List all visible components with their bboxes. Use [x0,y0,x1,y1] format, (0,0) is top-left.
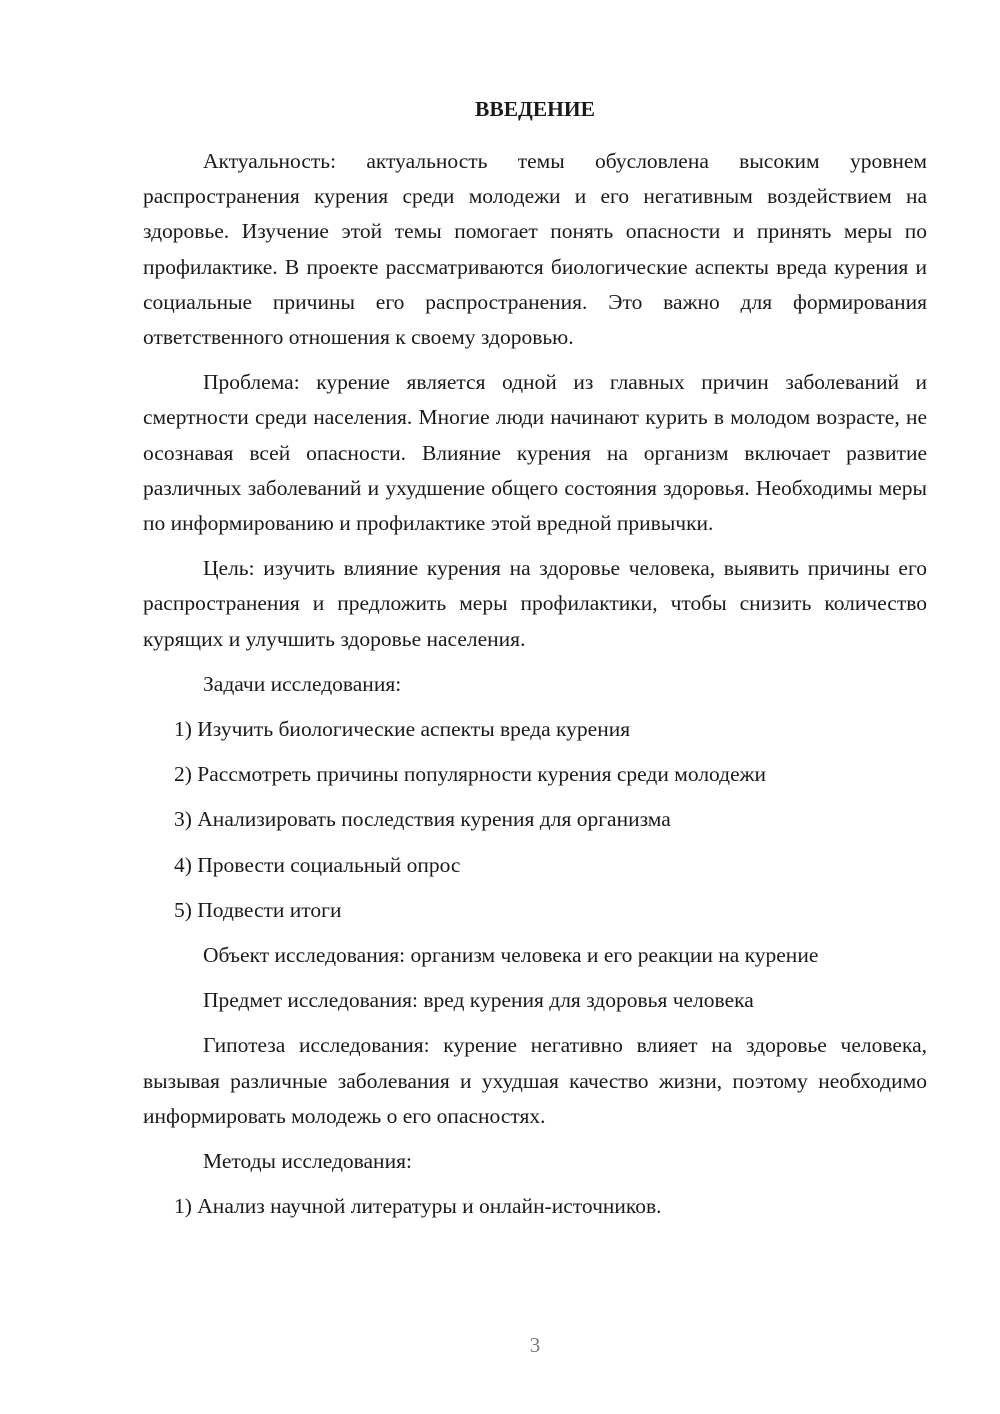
problem-paragraph: Проблема: курение является одной из главных причин заболеваний и смертности среди населения. Многие люди начинают курить в молодом возрасте, не осознавая всей опасности. Влияние курения на организм включает развитие различных заболеваний и ухудшение общего состояния здоровья. Необходимы меры по информированию и профилактике этой вредной привычки. [143,370,927,536]
goal-paragraph: Цель: изучить влияние курения на здоровье человека, выявить причины его распространения и предложить меры профилактики, чтобы снизить количество курящих и улучшить здоровье населения. [143,556,927,651]
research-object: Объект исследования: организм человека и его реакции на курение [203,943,819,968]
page-content [143,92,927,1234]
task-item-5: 5) Подвести итоги [174,897,342,922]
page-title: ВВЕДЕНИЕ [475,97,595,121]
hypothesis-paragraph: Гипотеза исследования: курение негативно влияет на здоровье человека, вызывая различные заболевания и ухудшая качество жизни, поэтому необходимо информировать молодежь о его опасностях. [143,1033,927,1128]
research-subject: Предмет исследования: вред курения для здоровья человека [203,988,754,1013]
page-number: 3 [529,1333,541,1357]
method-item-1: 1) Анализ научной литературы и онлайн-источников. [174,1194,662,1219]
task-item-3: 3) Анализировать последствия курения для организма [174,807,671,832]
task-item-1: 1) Изучить биологические аспекты вреда курения [174,717,631,742]
tasks-heading: Задачи исследования: [203,671,402,696]
task-item-4: 4) Провести социальный опрос [174,852,461,877]
task-item-2: 2) Рассмотреть причины популярности курения среди молодежи [174,762,767,787]
relevance-paragraph: Актуальность: актуальность темы обусловлена высоким уровнем распространения курения среди молодежи и его негативным воздействием на здоровье. Изучение этой темы помогает понять опасности и принять меры по профилактике. В проекте рассматриваются биологические аспекты вреда курения и социальные причины его распространения. Это важно для формирования ответственного отношения к своему здоровью. [143,149,927,350]
methods-heading: Методы исследования: [203,1149,412,1174]
